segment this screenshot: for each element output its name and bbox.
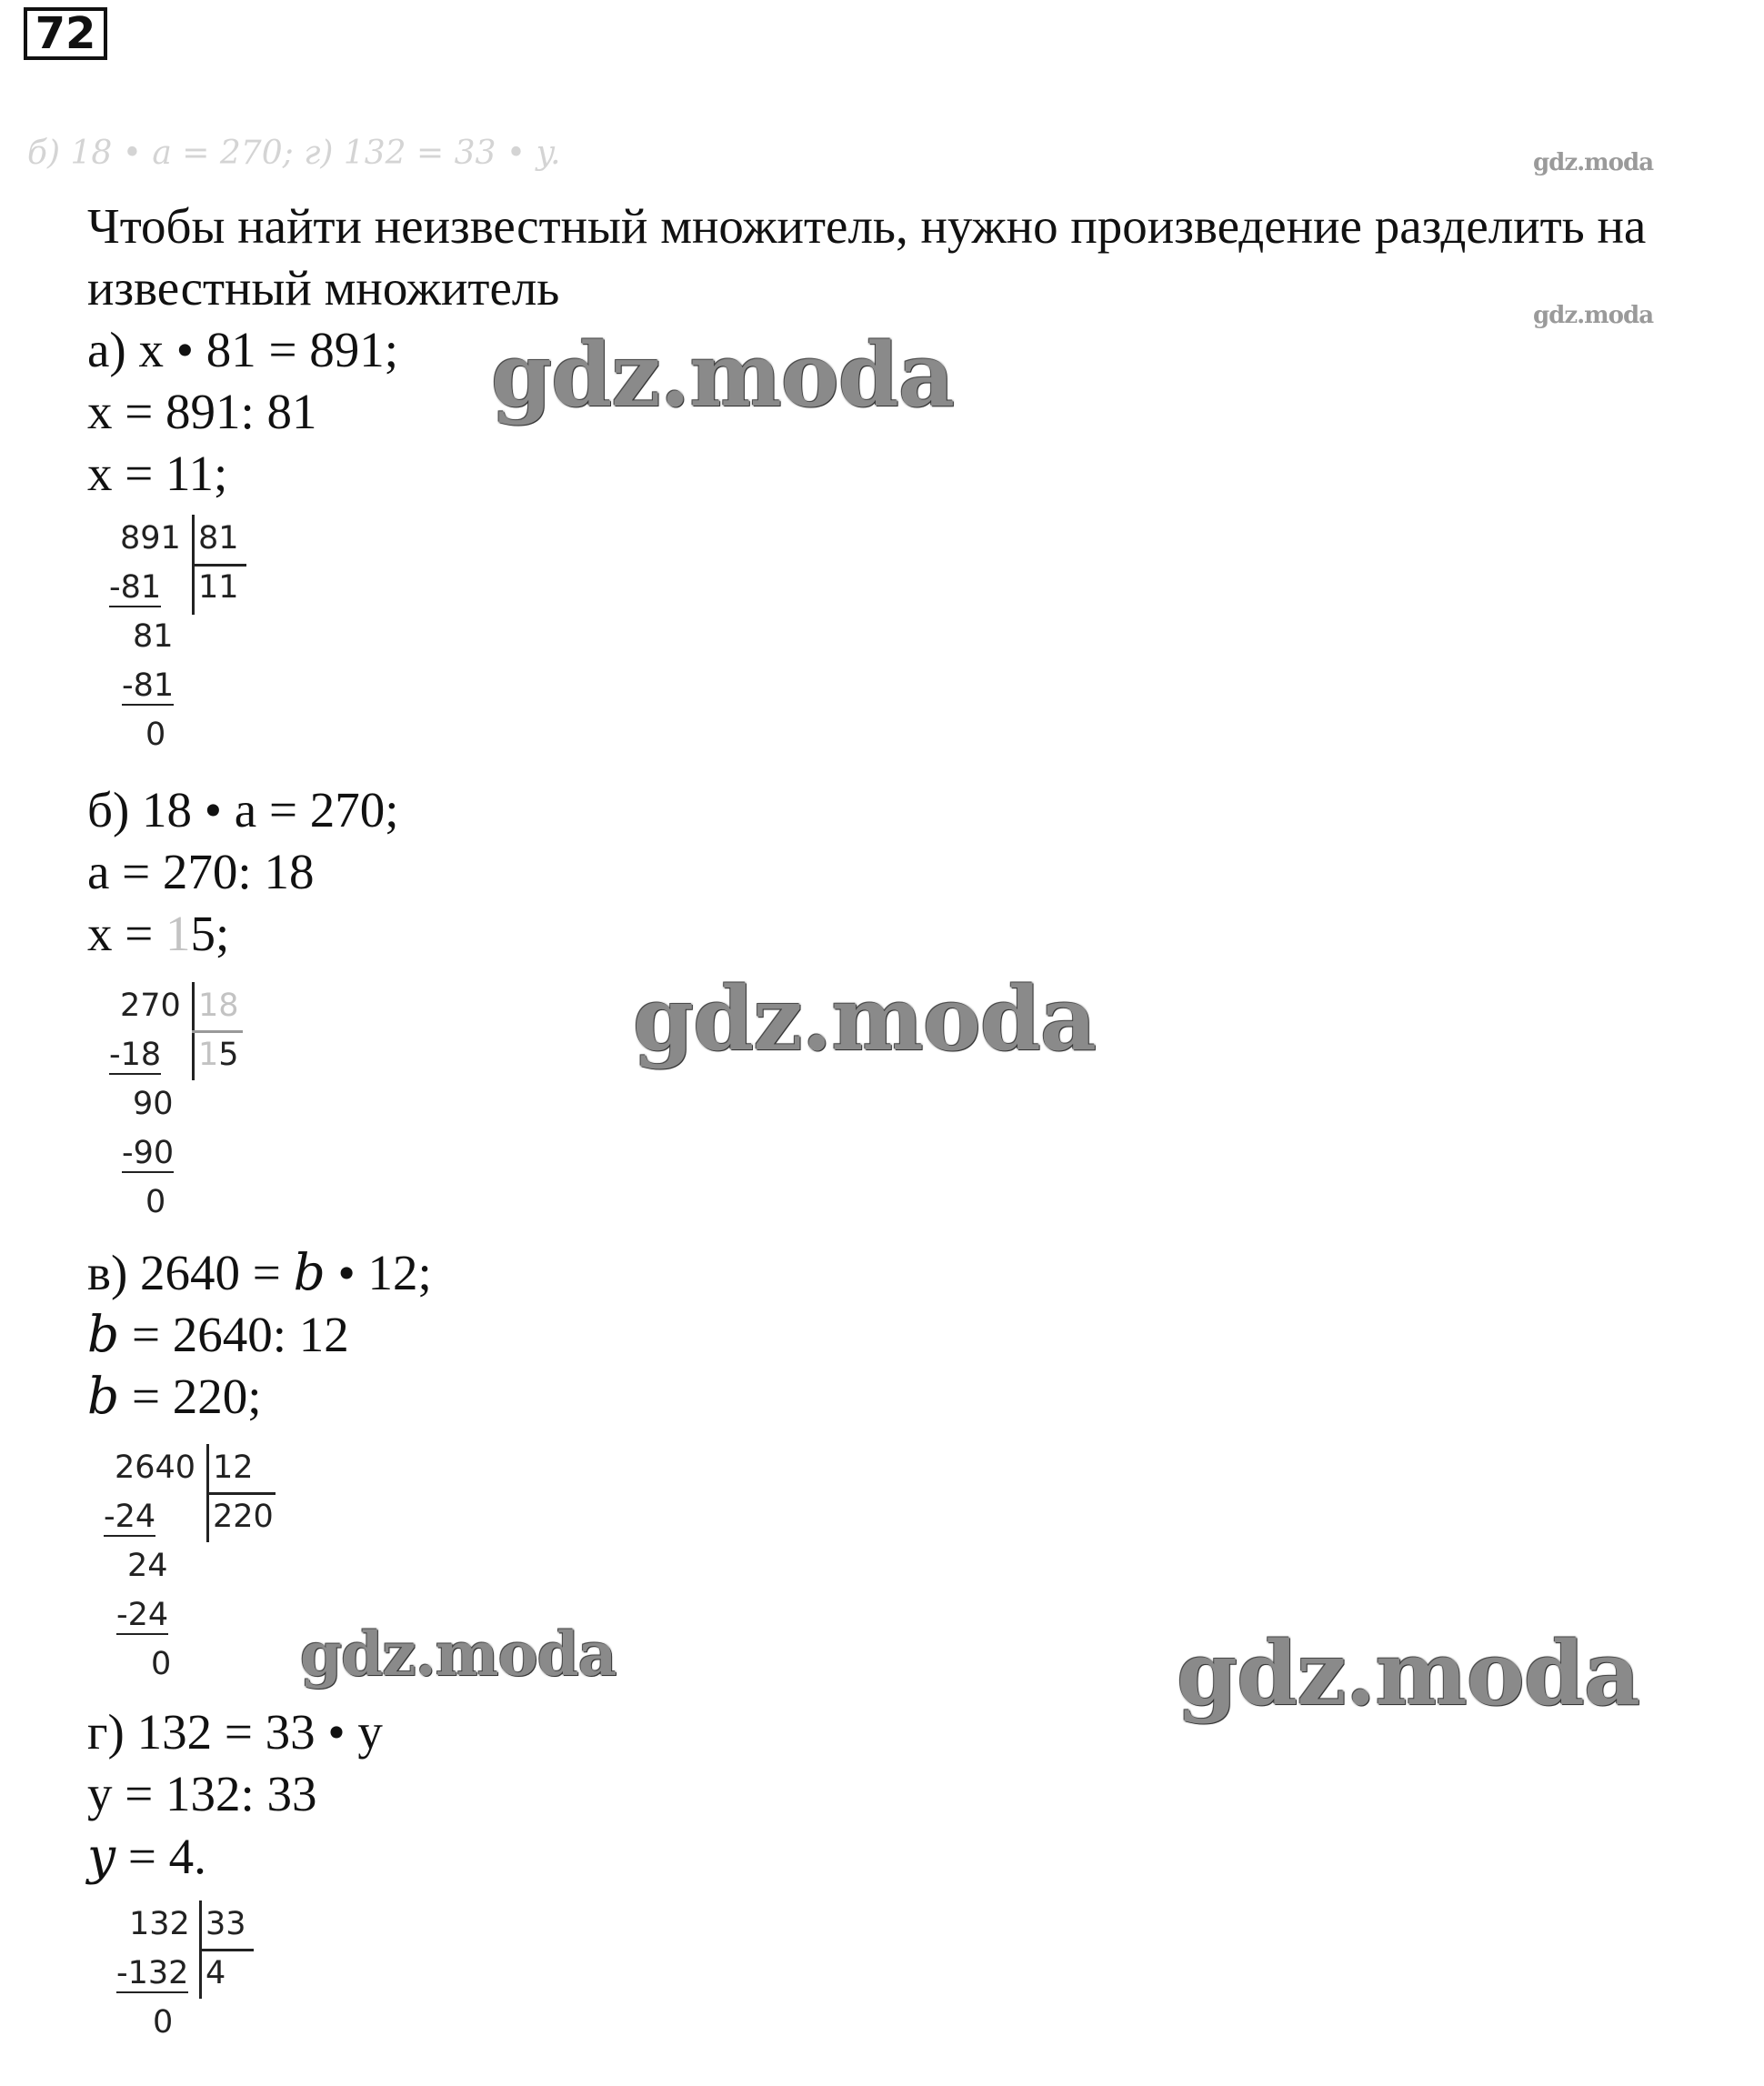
subtrahend: -81 (122, 667, 175, 704)
dividend: 2640 (115, 1449, 196, 1486)
divisor: 33 (205, 1906, 246, 1942)
dividend: 891 (120, 520, 181, 557)
divisor: 18 (198, 988, 239, 1024)
division-horizontal-line (199, 1949, 254, 1951)
quotient: 4 (205, 1955, 226, 1991)
part-g-equation: г) 132 = 33 • y (87, 1704, 383, 1760)
remainder-zero: 0 (145, 1184, 166, 1220)
quotient: 11 (198, 569, 239, 606)
subtrahend: -24 (116, 1597, 169, 1633)
part-g-step: y = 132: 33 (87, 1766, 317, 1821)
answer-faded-digit: 1 (165, 906, 191, 961)
divisor: 12 (213, 1449, 254, 1486)
remainder: 81 (133, 618, 174, 655)
part-b-equation: б) 18 • a = 270; (87, 782, 399, 837)
part-a-answer: x = 11; (87, 446, 228, 501)
variable-b: b (87, 1305, 120, 1363)
faded-header: б) 18 • a = 270; г) 132 = 33 • y. (27, 135, 561, 172)
quotient-faded-digit: 1 (198, 1037, 219, 1073)
remainder: 24 (127, 1548, 168, 1584)
part-g-answer (87, 1826, 206, 1887)
subtrahend: -24 (104, 1499, 156, 1535)
watermark-small-1: gdz.moda (1533, 149, 1654, 176)
step-rest: = 2640: 12 (119, 1307, 349, 1362)
answer-rest: = 4. (115, 1829, 206, 1884)
remainder-zero: 0 (151, 1646, 172, 1682)
dividend: 132 (129, 1906, 190, 1942)
watermark: gdz.moda (300, 1619, 616, 1690)
variable-b: b (87, 1367, 120, 1425)
equation-prefix: в) 2640 = (87, 1245, 294, 1300)
quotient-rest: 5 (218, 1037, 239, 1073)
subtrahend: -18 (109, 1037, 162, 1073)
rule-line-2: известный множитель (87, 260, 560, 316)
variable-b: b (293, 1243, 326, 1301)
rule-line-1: Чтобы найти неизвестный множитель, нужно произведение разделить на (87, 198, 1647, 254)
answer-rest: = 220; (119, 1369, 262, 1424)
subtrahend: -132 (116, 1955, 189, 1991)
part-v-step (87, 1304, 349, 1365)
subtrahend: -81 (109, 569, 162, 606)
watermark: gdz.moda (1177, 1622, 1640, 1725)
division-horizontal-line (192, 564, 246, 567)
equation-rest: • 12; (325, 1245, 432, 1300)
part-v-answer (87, 1366, 262, 1427)
watermark: gdz.moda (491, 324, 955, 426)
remainder: 90 (133, 1086, 174, 1122)
watermark-small-2: gdz.moda (1533, 302, 1654, 329)
quotient (198, 1037, 239, 1073)
dividend: 270 (120, 988, 181, 1024)
division-horizontal-line (206, 1492, 276, 1495)
task-number: 72 (24, 7, 107, 60)
remainder-zero: 0 (153, 2004, 174, 2041)
remainder-zero: 0 (145, 717, 166, 753)
watermark: gdz.moda (633, 968, 1097, 1070)
answer-rest: 5; (190, 906, 230, 961)
part-a-equation: а) x • 81 = 891; (87, 322, 399, 377)
quotient: 220 (213, 1499, 274, 1535)
part-a-step: x = 891: 81 (87, 384, 317, 439)
subtrahend: -90 (122, 1135, 175, 1171)
part-v-equation (87, 1242, 432, 1303)
part-b-answer (87, 904, 229, 964)
division-horizontal-line (192, 1030, 243, 1033)
variable-y: y (87, 1827, 116, 1885)
part-b-step: a = 270: 18 (87, 844, 315, 899)
answer-prefix: x = (87, 906, 166, 961)
divisor: 81 (198, 520, 239, 557)
